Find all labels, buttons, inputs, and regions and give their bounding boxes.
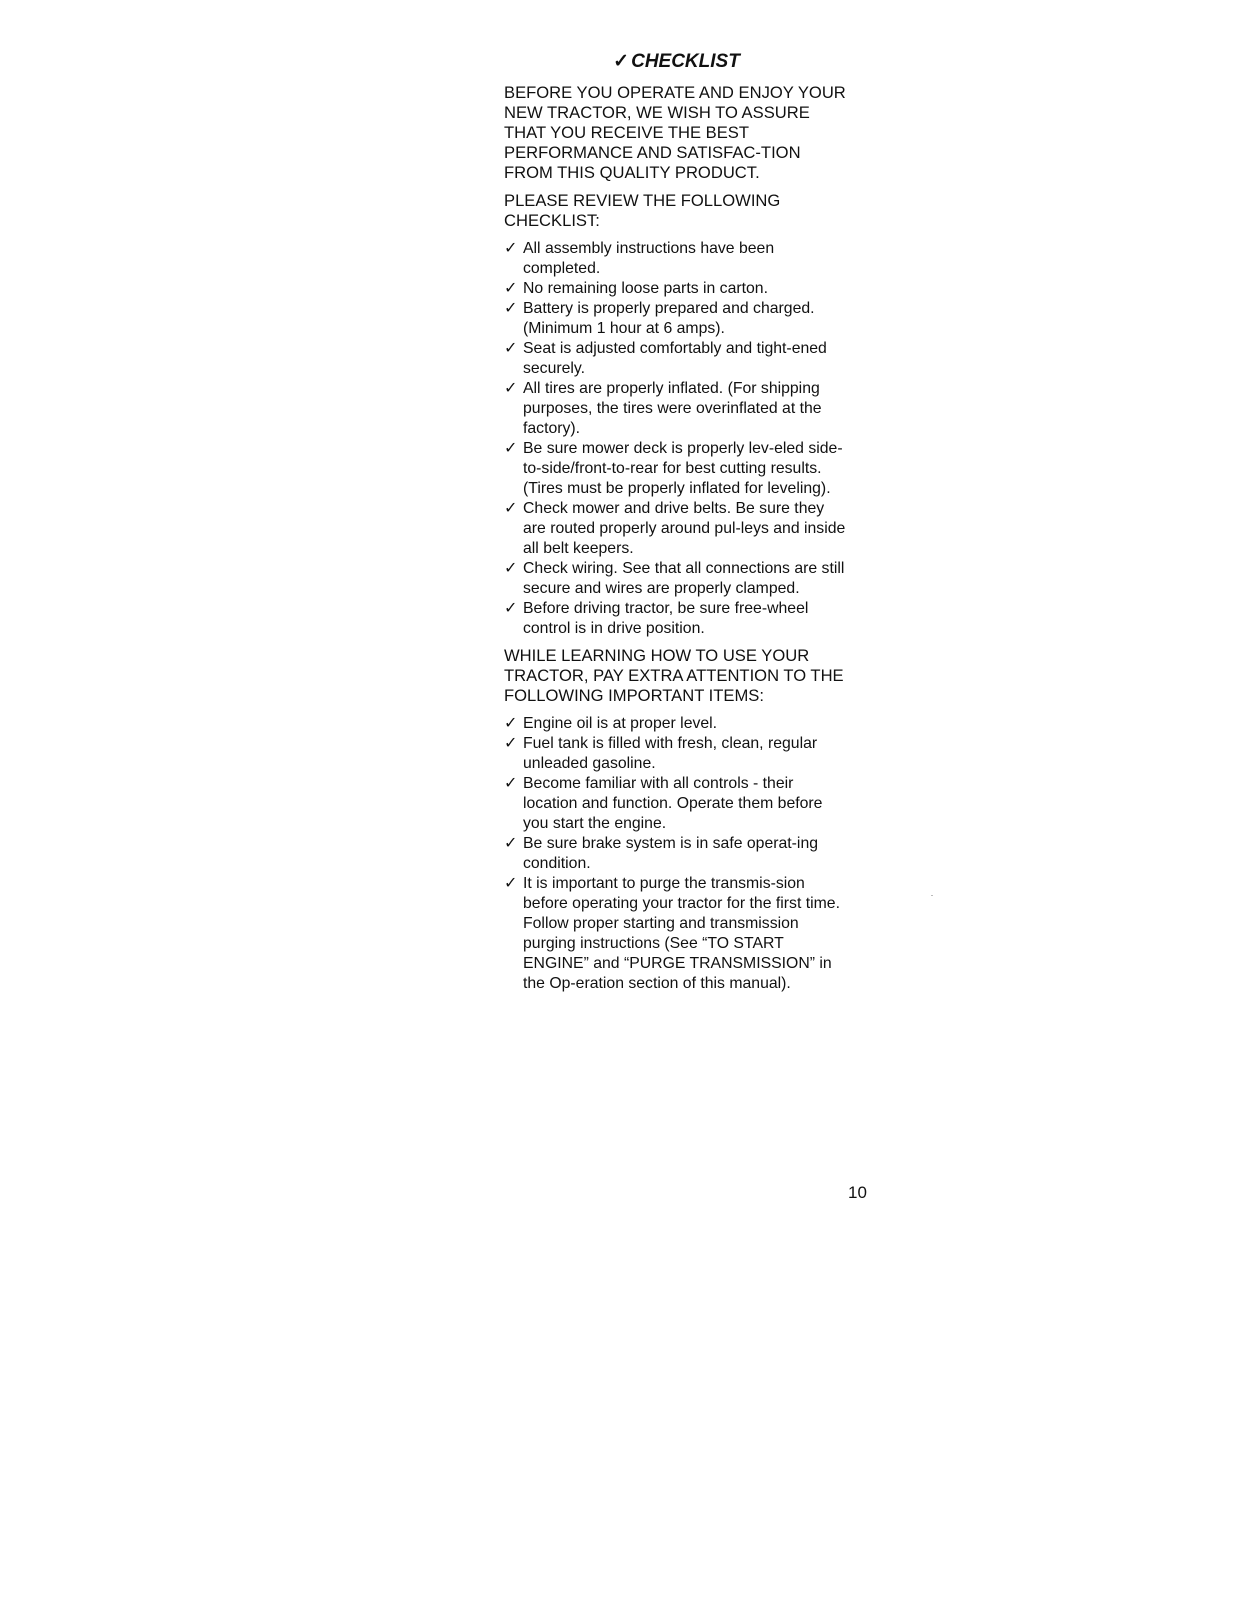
checkmark-icon: ✓	[504, 340, 518, 357]
list-item: ✓ Fuel tank is filled with fresh, clean, regular unleaded gasoline.	[504, 735, 818, 772]
list-item: ✓ Seat is adjusted comfortably and tight-ened securely.	[504, 340, 827, 377]
list-item: ✓ Be sure mower deck is properly lev-eled side-to-side/front-to-rear for best cutting results. (Tires must be properly inflated for leveling).	[504, 440, 843, 497]
checkmark-icon: ✓	[504, 715, 518, 732]
checkmark-icon: ✓	[504, 440, 518, 457]
list-item: ✓ All tires are properly inflated. (For shipping purposes, the tires were overinflated at the factory).	[504, 380, 822, 437]
list-item: ✓ No remaining loose parts in carton.	[504, 280, 768, 297]
list-item: ✓ All assembly instructions have been completed.	[504, 240, 775, 277]
checklist-title	[504, 50, 849, 74]
checkmark-icon: ✓	[504, 560, 518, 577]
page-number: 10	[848, 1183, 867, 1202]
list-item: ✓ Become familiar with all controls - their location and function. Operate them before you start the engine.	[504, 775, 823, 832]
scan-speck	[931, 895, 933, 896]
checkmark-icon: ✓	[504, 775, 518, 792]
list-item: ✓ Before driving tractor, be sure free-wheel control is in drive position.	[504, 600, 809, 637]
checkmark-icon: ✓	[504, 835, 518, 852]
list-item: ✓ Battery is properly prepared and charged. (Minimum 1 hour at 6 amps).	[504, 300, 815, 337]
list-item: ✓ Check wiring. See that all connections are still secure and wires are properly clamped.	[504, 560, 845, 597]
checklist-list	[504, 239, 849, 639]
intro-paragraph: BEFORE YOU OPERATE AND ENJOY YOUR NEW TRACTOR, WE WISH TO ASSURE THAT YOU RECEIVE THE BEST PERFORMANCE AND SATISFAC-TION FROM THIS QUALITY PRODUCT.	[504, 83, 846, 182]
checkmark-icon: ✓	[504, 240, 518, 257]
review-heading: PLEASE REVIEW THE FOLLOWING CHECKLIST:	[504, 191, 781, 230]
checkmark-icon: ✓	[504, 875, 518, 892]
list-item: ✓ Engine oil is at proper level.	[504, 715, 718, 732]
checkmark-icon: ✓	[504, 735, 518, 752]
title-text: CHECKLIST	[631, 51, 740, 72]
checkmark-icon: ✓	[613, 51, 630, 72]
list-item: ✓ It is important to purge the transmis-sion before operating your tractor for the first time. Follow proper starting and transmission purging instructions (See “TO START ENGINE” and “PURGE TRANSMISSION” in the Op-eration section of this manual).	[504, 875, 840, 992]
list-item: ✓ Be sure brake system is in safe operat-ing condition.	[504, 835, 819, 872]
list-item: ✓ Check mower and drive belts. Be sure they are routed properly around pul-leys and inside all belt keepers.	[504, 500, 846, 557]
checklist-column	[504, 50, 849, 1001]
checkmark-icon: ✓	[504, 380, 518, 397]
learning-heading: WHILE LEARNING HOW TO USE YOUR TRACTOR, PAY EXTRA ATTENTION TO THE FOLLOWING IMPORTANT ITEMS:	[504, 646, 844, 705]
checkmark-icon: ✓	[504, 500, 518, 517]
important-items-list	[504, 714, 849, 994]
checkmark-icon: ✓	[504, 280, 518, 297]
checkmark-icon: ✓	[504, 300, 518, 317]
checkmark-icon: ✓	[504, 600, 518, 617]
